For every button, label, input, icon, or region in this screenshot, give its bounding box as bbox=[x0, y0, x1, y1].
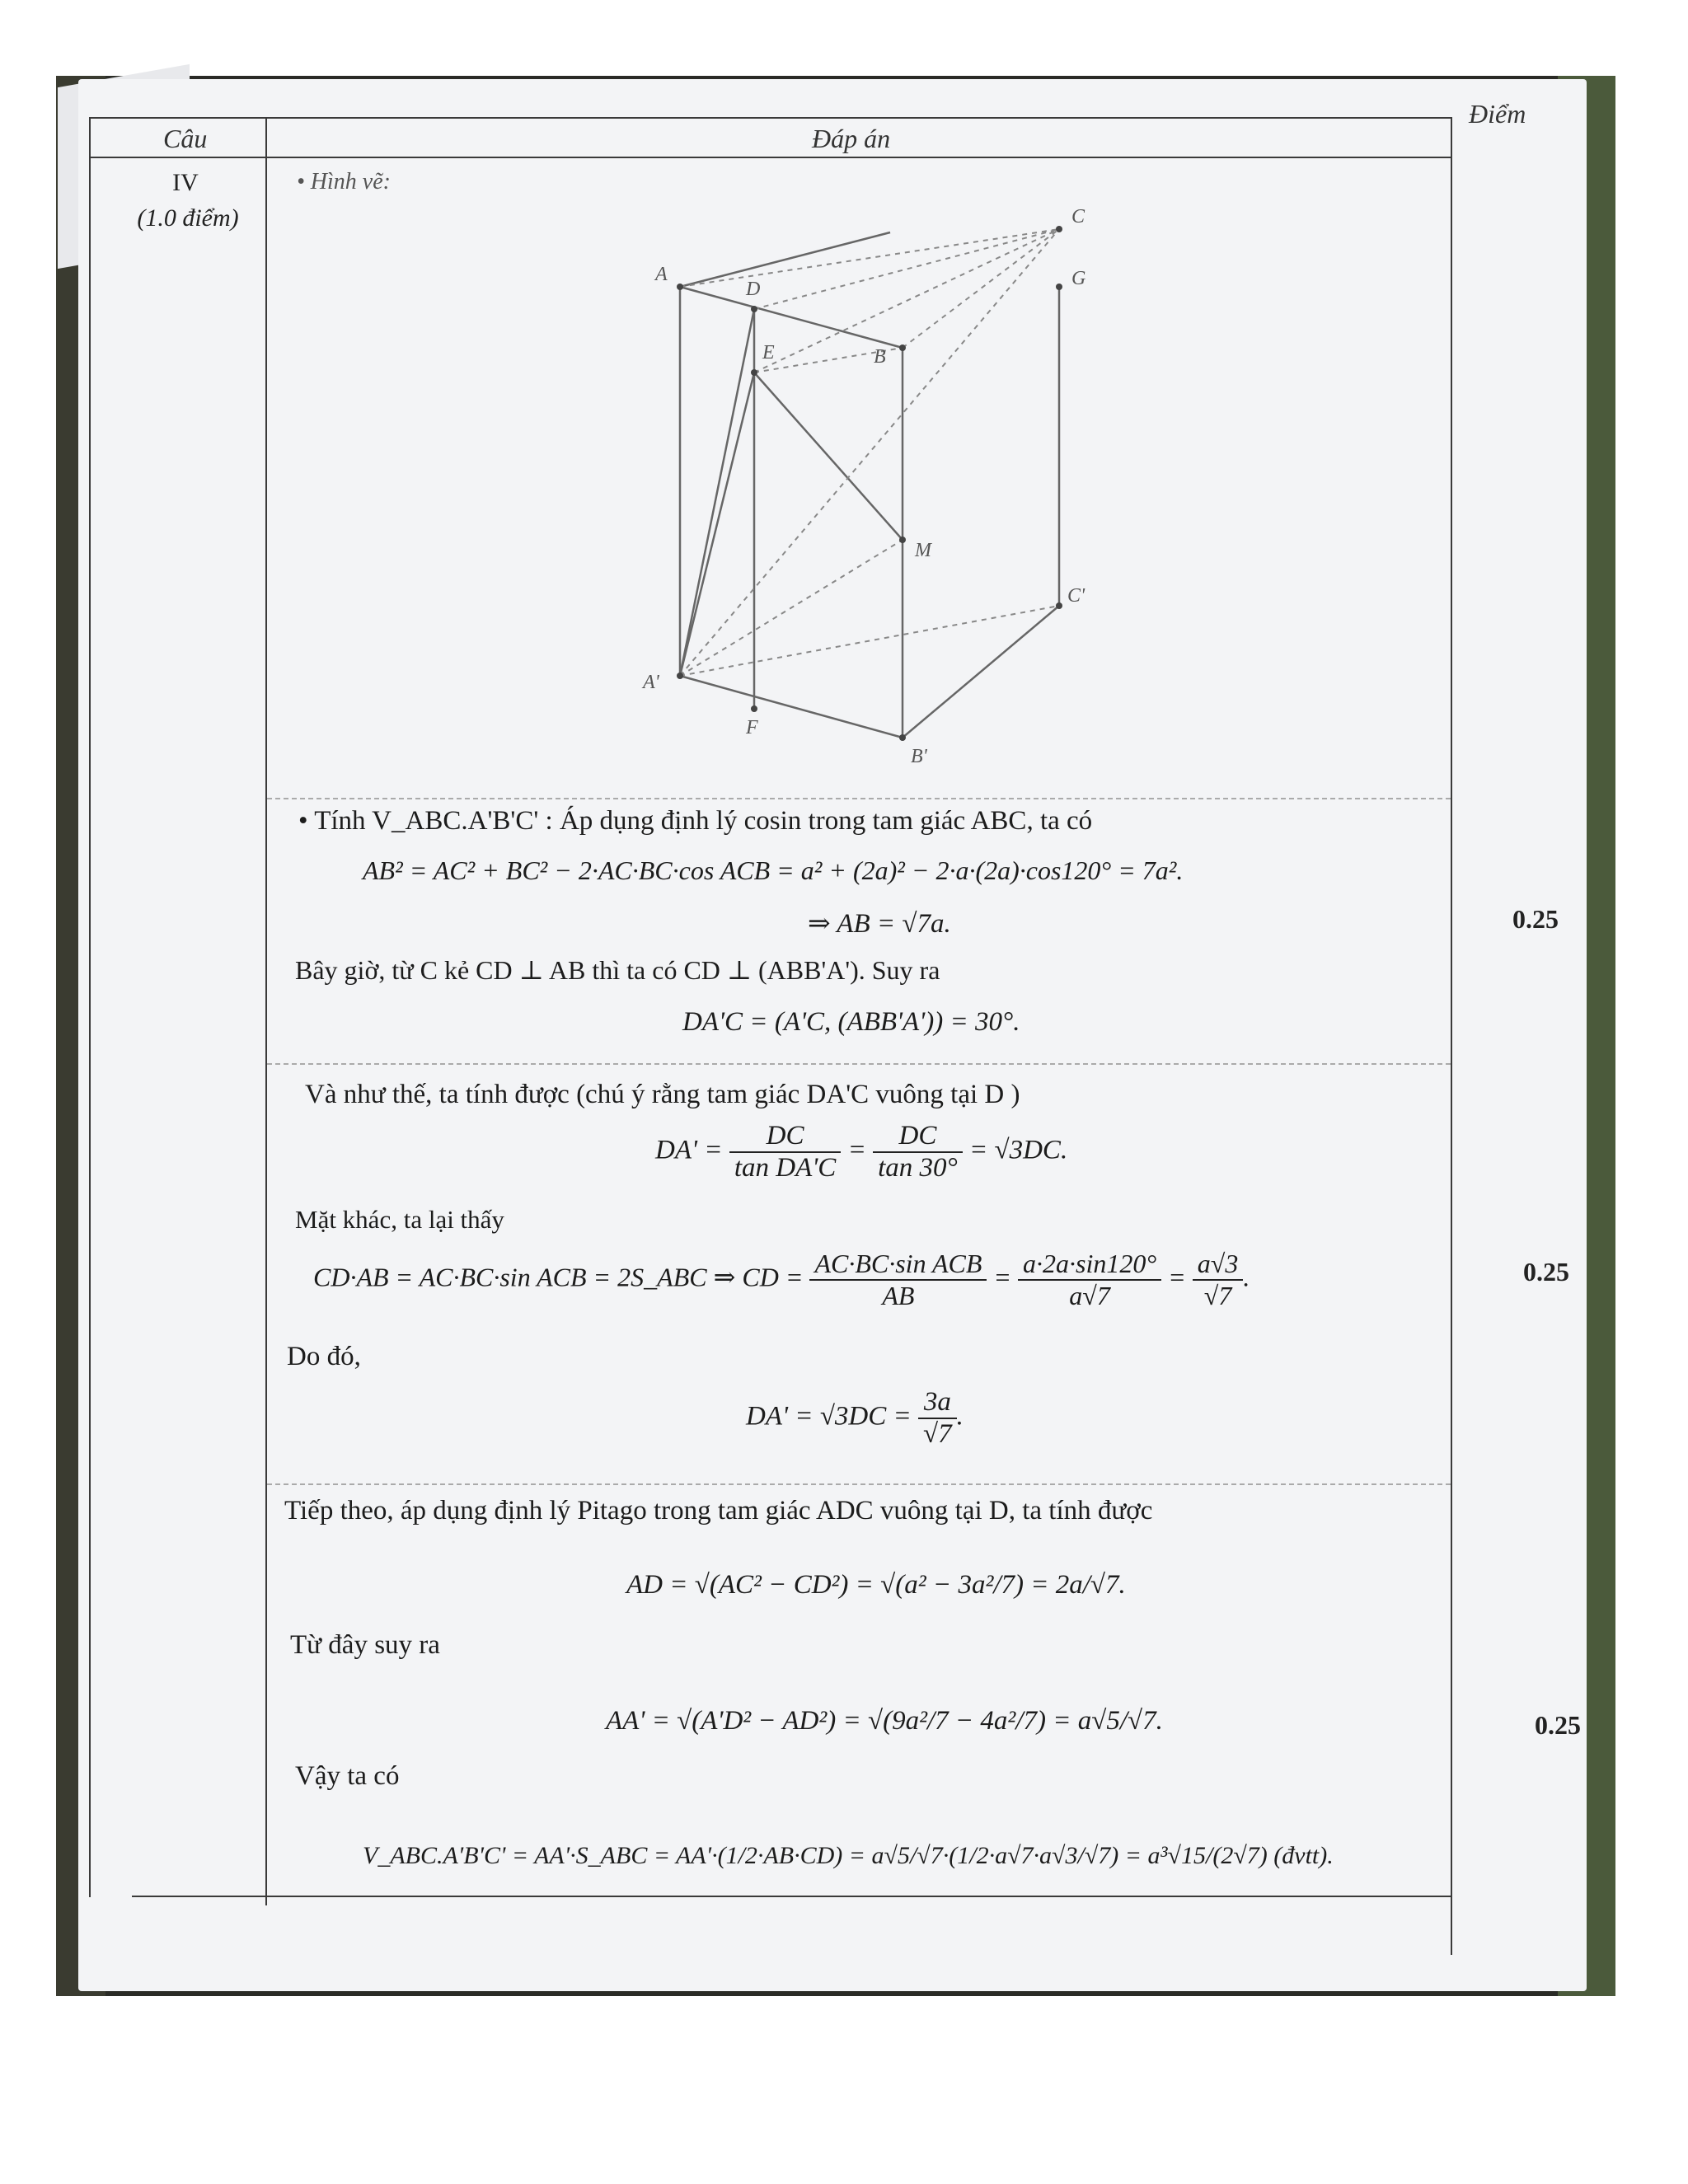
section2-eq3-frac: $\frac{3a}{√7}$ bbox=[918, 1387, 957, 1450]
label-M: M bbox=[915, 540, 931, 561]
section2-eq2: CD·AB = AC·BC·sin ACB = 2S_ABC ⇒ CD = $\frac{\text{AC·BC·sin ACB}}{AB}$ = $\frac{a\cdot 2a\cdot\sin 120^\circ}{a√7}$ = $\frac{a√3}{√7}$ . bbox=[313, 1249, 1250, 1310]
label-C: C bbox=[1071, 206, 1085, 227]
section-divider-2 bbox=[267, 1063, 1451, 1065]
section1-eq3: DA'C = (A'C, (ABB'A')) = 30°. bbox=[682, 1007, 1020, 1037]
section3-eq2: AA' = √(A'D² − AD²) = √(9a²/7 − 4a²/7) = a√5/√7. bbox=[606, 1706, 1163, 1736]
question-number: IV bbox=[172, 169, 199, 196]
section1-score: 0.25 bbox=[1512, 904, 1559, 934]
section1-eq1: AB² = AC² + BC² − 2·AC·BC·cos ACB = a² + (2a)² − 2·a·(2a)·cos120° = 7a². bbox=[363, 855, 1184, 885]
section1-eq2: ⇒ AB = √7a. bbox=[808, 909, 951, 939]
section2-eq2-frac2: $\frac{a\cdot 2a\cdot\sin 120^\circ}{a√7}$ bbox=[1018, 1249, 1161, 1311]
question-points: (1.0 điểm) bbox=[137, 204, 239, 232]
label-G: G bbox=[1071, 268, 1086, 289]
section2-eq1: DA' = $\frac{DC}{\text{tan DA'C}}$ = $\frac{DC}{\tan 30^\circ}$ = √3DC. bbox=[655, 1121, 1068, 1183]
header-diem: Điểm bbox=[1469, 99, 1526, 129]
label-D: D bbox=[746, 279, 761, 300]
section2-eq1-rhs: = √3DC. bbox=[968, 1135, 1068, 1165]
section2-score: 0.25 bbox=[1523, 1257, 1569, 1286]
section2-line3: Do đó, bbox=[287, 1342, 361, 1371]
section2-eq2-frac1: $\frac{\text{AC·BC·sin ACB}}{AB}$ bbox=[809, 1249, 987, 1311]
diem-column-divider bbox=[1451, 117, 1452, 1955]
section3-eq3: V_ABC.A'B'C' = AA'·S_ABC = AA'·(1/2·AB·CD) = a√5/√7·(1/2·a√7·a√3/√7) = a³√15/(2√7) (đvtt). bbox=[363, 1842, 1334, 1869]
figure-heading: • Hình vẽ: bbox=[297, 169, 391, 194]
table-bottom-border bbox=[132, 1896, 1451, 1897]
section2-line2: Mặt khác, ta lại thấy bbox=[295, 1205, 504, 1234]
label-A: A bbox=[655, 264, 668, 285]
section-divider-1 bbox=[267, 798, 1451, 799]
label-C-prime: C' bbox=[1067, 585, 1085, 607]
section3-line2: Từ đây suy ra bbox=[290, 1630, 440, 1660]
label-B-prime: B' bbox=[911, 746, 927, 767]
section2-intro: Và như thế, ta tính được (chú ý rằng tam giác DA'C vuông tại D ) bbox=[305, 1080, 1020, 1109]
section2-eq1-lhs: DA' = bbox=[655, 1135, 723, 1165]
header-dap-an: Đáp án bbox=[812, 124, 891, 153]
table-top-border bbox=[89, 117, 1451, 119]
cau-column-divider bbox=[265, 117, 267, 1905]
section-divider-3 bbox=[267, 1483, 1451, 1485]
section2-eq2-frac3: $\frac{a√3}{√7}$ bbox=[1193, 1249, 1244, 1311]
label-E: E bbox=[762, 342, 775, 363]
label-F: F bbox=[746, 717, 758, 738]
section2-eq3: DA' = √3DC = $\frac{3a}{√7}$ . bbox=[746, 1387, 964, 1449]
section3-score: 0.25 bbox=[1535, 1710, 1581, 1740]
section3-line3: Vậy ta có bbox=[295, 1761, 400, 1791]
label-A-prime: A' bbox=[643, 672, 659, 693]
section2-eq1-frac2: $\frac{DC}{\tan 30^\circ}$ bbox=[873, 1121, 963, 1183]
section1-line2: Bây giờ, từ C kẻ CD ⊥ AB thì ta có CD ⊥ (ABB'A'). Suy ra bbox=[295, 955, 940, 985]
label-B: B bbox=[874, 346, 886, 368]
section2-eq3-lhs: DA' = √3DC = bbox=[746, 1401, 912, 1432]
header-bottom-border bbox=[89, 157, 1451, 158]
table-left-border bbox=[89, 117, 91, 1897]
prism-figure bbox=[626, 198, 1121, 791]
section3-intro: Tiếp theo, áp dụng định lý Pitago trong tam giác ADC vuông tại D, ta tính được bbox=[284, 1496, 1153, 1526]
section2-eq1-frac1: $\frac{DC}{\text{tan DA'C}}$ bbox=[729, 1121, 841, 1183]
header-cau: Câu bbox=[163, 124, 208, 153]
section3-eq1: AD = √(AC² − CD²) = √(a² − 3a²/7) = 2a/√7. bbox=[626, 1570, 1126, 1600]
section1-intro: • Tính V_ABC.A'B'C' : Áp dụng định lý cosin trong tam giác ABC, ta có bbox=[298, 806, 1093, 836]
section2-eq2-lhs: CD·AB = AC·BC·sin ACB = 2S_ABC ⇒ CD = bbox=[313, 1262, 804, 1292]
